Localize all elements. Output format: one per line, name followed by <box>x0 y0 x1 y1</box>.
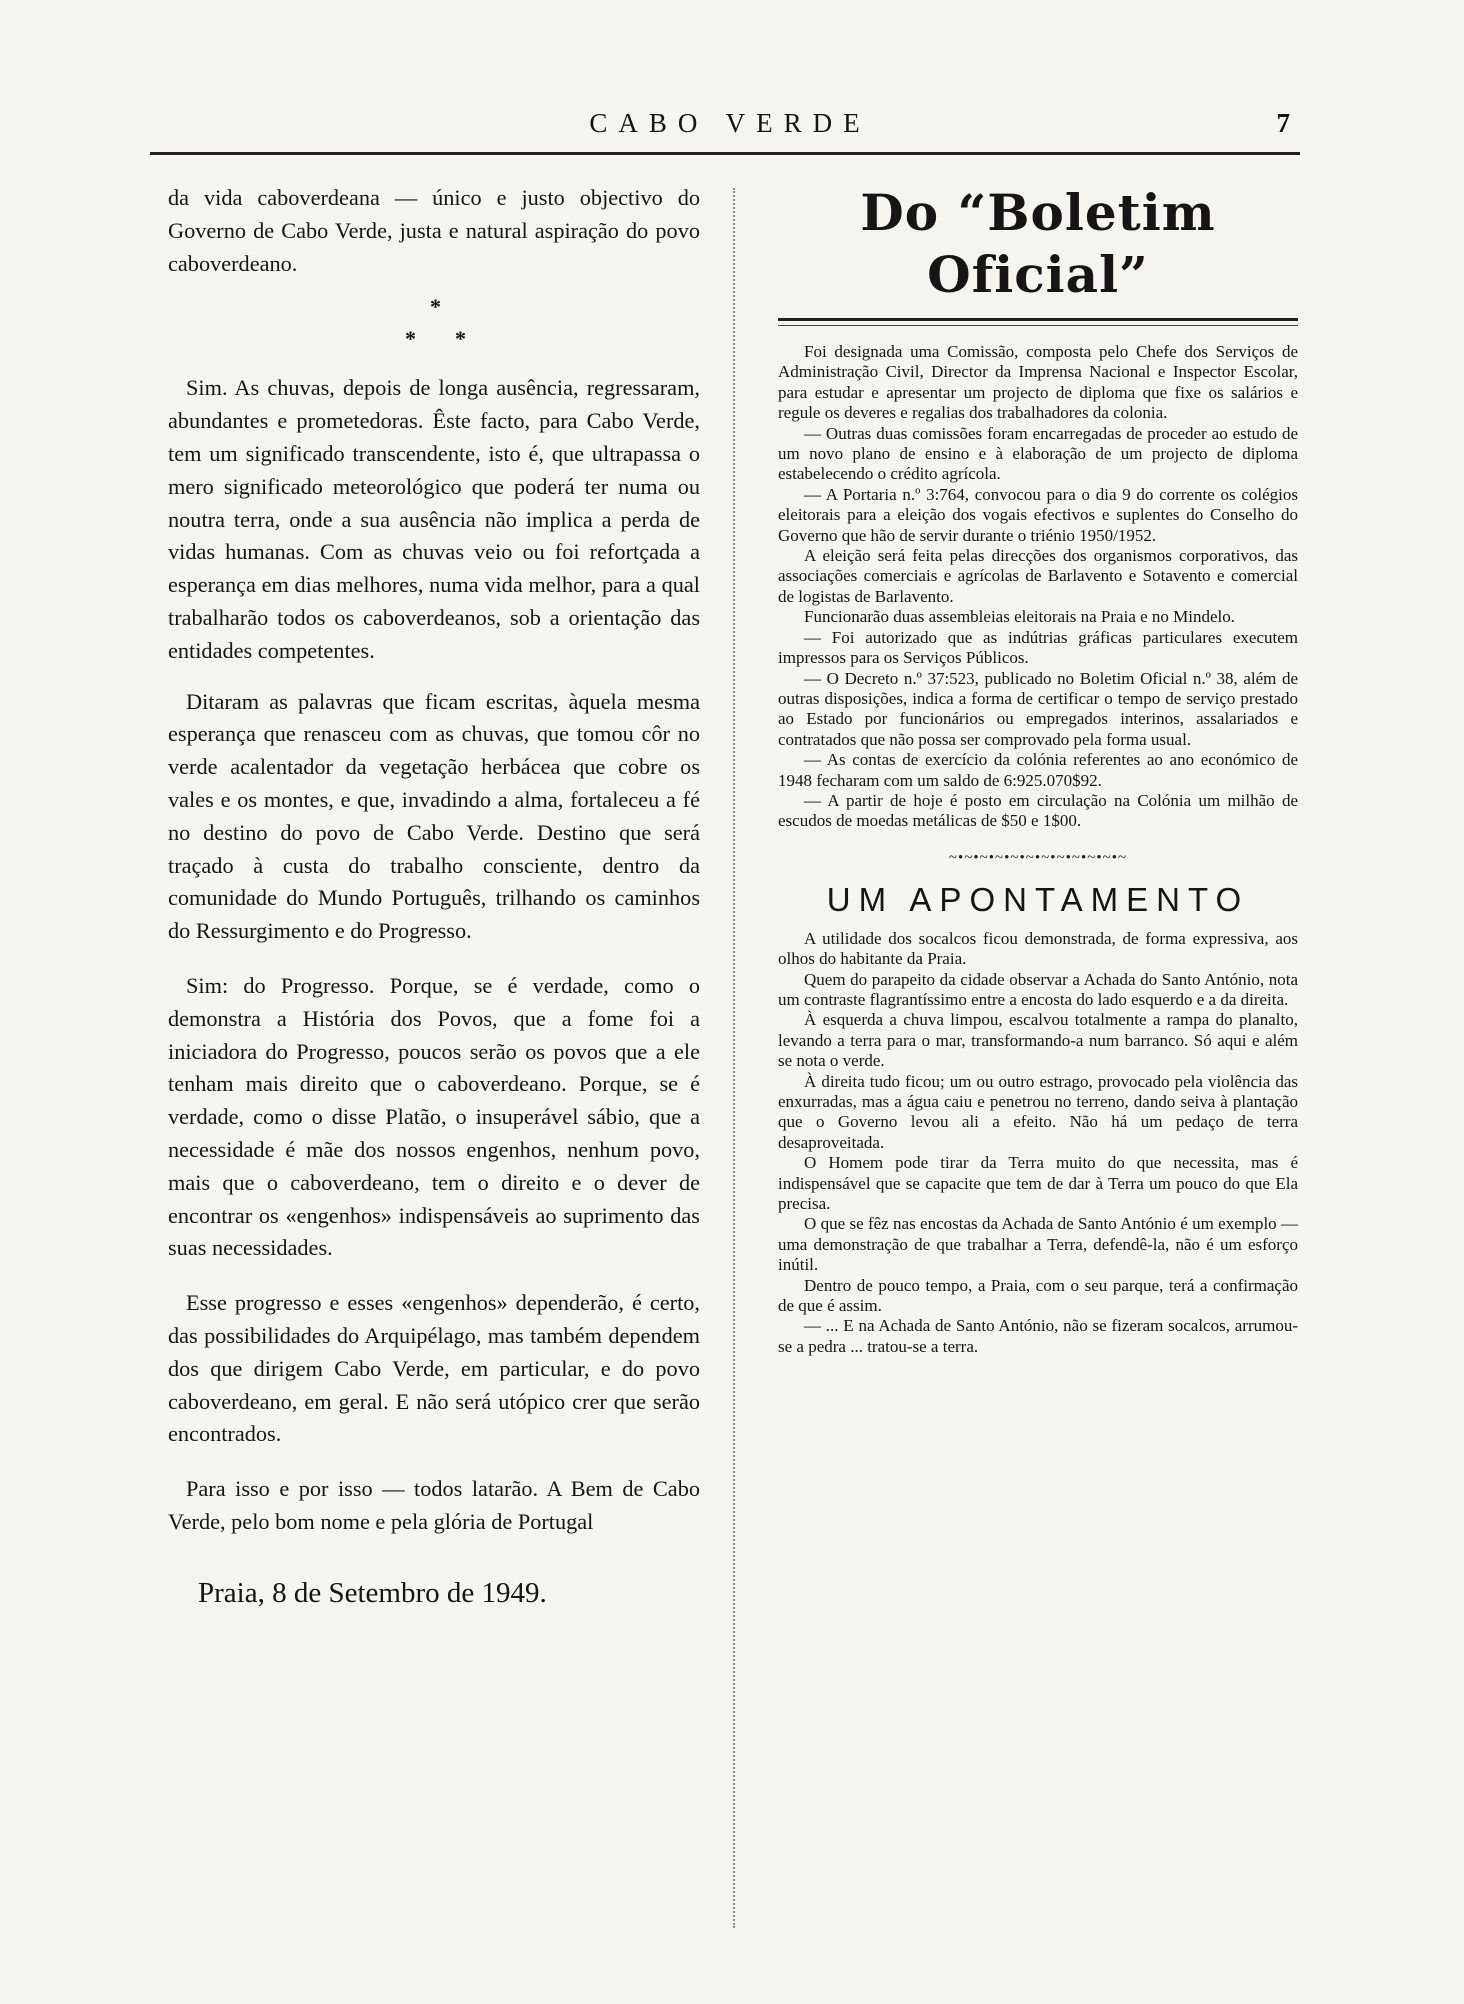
boletim-oficial-heading: Do “Boletim Oficial” <box>860 183 1216 304</box>
bo-paragraph: — A partir de hoje é posto em circulação na Colónia um milhão de escudos de moedas metálicas de $50 e 1$00. <box>778 790 1298 831</box>
editorial-paragraph-1: da vida caboverdeana — único e justo objectivo do Governo de Cabo Verde, justa e natural aspiração do povo caboverdeano. <box>168 185 700 276</box>
ap-paragraph: O Homem pode tirar da Terra muito do que necessita, mas é indispensável que se capacite que tem de dar à Terra um pouco do que Ela precisa. <box>778 1153 1298 1214</box>
ap-paragraph: — ... E na Achada de Santo António, não se fizeram socalcos, arrumou-se a pedra ... tratou-se a terra. <box>778 1316 1298 1356</box>
asterism-star-left: * <box>405 326 416 352</box>
asterism-star-top: * <box>430 294 441 320</box>
apontamento-body <box>778 929 1298 1358</box>
page-header <box>160 108 1300 148</box>
heading-rule-thin <box>778 325 1298 326</box>
editorial-paragraph-5: Esse progresso e esses «engenhos» dependerão, é certo, das possibilidades do Arquipélago, mas também dependem dos que dirigem Cabo Verde, em particular, e do povo caboverdeano, em geral. E não será utópico crer que serão encontrados. <box>168 1290 700 1447</box>
boletim-oficial-body <box>778 342 1298 832</box>
page-number: 7 <box>1276 108 1290 138</box>
asterism-star-right: * <box>455 326 466 352</box>
ap-paragraph: Quem do parapeito da cidade observar a Achada do Santo António, nota um contraste flagrantíssimo entre a encosta do lado esquerdo e a da direita. <box>778 969 1298 1009</box>
ap-paragraph: Dentro de pouco tempo, a Praia, com o seu parque, terá a confirmação de que é assim. <box>778 1275 1298 1316</box>
left-column-editorial <box>168 182 700 1613</box>
apontamento-heading: UM APONTAMENTO <box>826 880 1250 918</box>
asterism <box>168 280 700 372</box>
heading-rule-thick <box>778 318 1298 321</box>
header-rule <box>150 152 1300 155</box>
right-column <box>778 182 1298 1357</box>
bo-paragraph: Funcionarão duas assembleias eleitorais na Praia e no Mindelo. <box>804 607 1236 627</box>
ap-paragraph: À esquerda a chuva limpou, escalvou totalmente a rampa do planalto, levando a terra para o mar, transformando-a num barranco. Só aqui e além se nota o verde. <box>778 1010 1298 1071</box>
bo-paragraph: — O Decreto n.º 37:523, publicado no Boletim Oficial n.º 38, além de outras disposições, indica a forma de certificar o tempo de serviço prestado ao Estado por funcionários ou empregados interinos, assalariados e contratados que não possa ser comprovado pela forma usual. <box>778 668 1298 749</box>
ap-paragraph: O que se fêz nas encostas da Achada de Santo António é um exemplo — uma demonstração de que trabalhar a Terra, defendê-la, não é um esforço inútil. <box>778 1214 1298 1275</box>
section-ornament: ~•~•~•~•~•~•~•~•~•~•~•~ <box>948 849 1128 866</box>
bo-paragraph: — Foi autorizado que as indútrias gráficas particulares executem impressos para os Serviços Públicos. <box>778 627 1298 668</box>
column-divider <box>733 188 735 1928</box>
bo-paragraph: A eleição será feita pelas direcções dos organismos corporativos, das associações comerciais e agrícolas de Barlavento e Sotavento e comercial de logistas de Barlavento. <box>778 546 1298 606</box>
ap-paragraph: À direita tudo ficou; um ou outro estrago, provocado pela violência das enxurradas, mas a água caiu e penetrou no terreno, dando seiva à plantação que o Governo levou ali a efeito. Não há um pedaço de terra desaproveitada. <box>778 1071 1298 1152</box>
ap-paragraph: A utilidade dos socalcos ficou demonstrada, de forma expressiva, aos olhos do habitante da Praia. <box>778 928 1298 969</box>
bo-paragraph: Foi designada uma Comissão, composta pelo Chefe dos Serviços de Administração Civil, Director da Imprensa Nacional e Inspector Escolar, para estudar e apresentar um projecto de diploma que fixe os salários e regule os deveres e regalias dos trabalhadores da colonia. <box>778 342 1298 423</box>
bo-paragraph: — A Portaria n.º 3:764, convocou para o dia 9 do corrente os colégios eleitorais para a eleição dos vogais efectivos e suplentes do Conselho do Governo que hão de servir durante o triénio 1950/1952. <box>778 484 1298 545</box>
bo-paragraph: — Outras duas comissões foram encarregadas de proceder ao estudo de um novo plano de ensino e à elaboração de um projecto de diploma estabelecendo o crédito agrícola. <box>778 423 1298 484</box>
bo-paragraph: — As contas de exercício da colónia referentes ao ano económico de 1948 fecharam com um saldo de 6:925.070$92. <box>778 750 1298 790</box>
editorial-paragraph-2: Sim. As chuvas, depois de longa ausência, regressaram, abundantes e prometedoras. Êste facto, para Cabo Verde, tem um significado transcendente, isto é, que ultrapassa o mero significado meteorológico que poderá ter numa ou noutra terra, onde a sua ausência não implica a perda de vidas humanas. Com as chuvas veio ou foi refortçada a esperança em dias melhores, numa vida melhor, para a qual trabalharão todos os caboverdeanos, sob a orientação das entidades competentes. <box>168 375 700 663</box>
editorial-paragraph-6: Para isso e por isso — todos latarão. A Bem de Cabo Verde, pelo bom nome e pela glória de Portugal <box>168 1476 700 1534</box>
publication-title: CABO VERDE <box>589 108 871 138</box>
editorial-signoff: Praia, 8 de Setembro de 1949. <box>198 1576 547 1609</box>
editorial-paragraph-4: Sim: do Progresso. Porque, se é verdade, como o demonstra a História dos Povos, que a fome foi a iniciadora do Progresso, poucos serão os povos que a ele tenham mais direito que o caboverdeano. Porque, se é verdade, como o disse Platão, o insuperável sábio, que a necessidade é mãe dos nossos engenhos, nenhum povo, mais que o caboverdeano, tem o direito e o dever de encontrar os «engenhos» indispensáveis ao suprimento das suas necessidades. <box>168 972 700 1261</box>
editorial-paragraph-3: Ditaram as palavras que ficam escritas, àquela mesma esperança que renasceu com as chuvas, que tomou côr no verde acalentador da vegetação herbácea que cobre os vales e os montes, e que, invadindo a alma, fortaleceu a fé no destino do povo de Cabo Verde. Destino que será traçado à custa do trabalho consciente, dentro da comunidade do Mundo Português, trilhando os caminhos do Ressurgimento e do Progresso. <box>168 688 700 944</box>
